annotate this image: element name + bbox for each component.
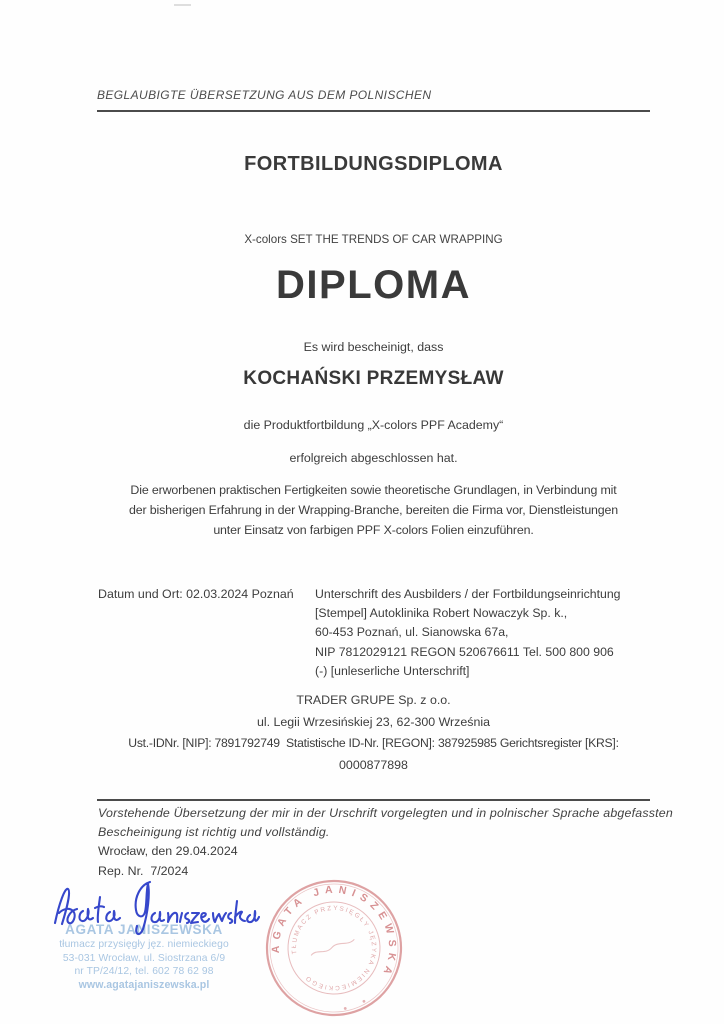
company-block [97,690,650,776]
signer-line: [Stempel] Autoklinika Robert Nowaczyk Sp. k., [315,606,568,621]
description-paragraph [97,480,650,540]
translator-address: 53-031 Wrocław, ul. Siostrzana 6/9 [62,952,226,964]
document-title: FORTBILDUNGSDIPLOMA [244,153,503,175]
attestation-line: Vorstehende Übersetzung der mir in der Urschrift vorgelegten und in polnischer Sprache abgefassten [98,806,673,820]
company-address: ul. Legii Wrzesińskiej 23, 62-300 Września [256,714,490,729]
seal-outer-ring-text: AGATA JANISZEWSKA [269,883,399,982]
svg-text:AGATA JANISZEWSKA [255,868,410,1013]
description-line: Die erworbenen praktischen Fertigkeiten sowie theoretische Grundlagen, in Verbindung mit [130,483,617,497]
translator-website: www.agatajaniszewska.pl [78,978,210,991]
diploma-heading: DIPLOMA [276,263,471,307]
signer-line: 60-453 Poznań, ul. Sianowska 67a, [315,625,509,640]
recipient-name: KOCHAŃSKI PRZEMYSŁAW [243,368,504,389]
brand-tagline: X-colors SET THE TRENDS OF CAR WRAPPING [244,233,503,246]
attestation-line: Bescheinigung ist richtig und vollständig. [98,825,330,840]
company-name: TRADER GRUPE Sp. z o.o. [296,693,451,707]
handwritten-signature [50,876,260,940]
round-red-seal [254,868,414,1028]
company-registry-line: Ust.-IDNr. [NIP]: 7891792749 Statistische ID-Nr. [REGON]: 387925985 Gerichtsregister [KRS]: [128,736,619,751]
translator-title: tłumacz przysięgły jęz. niemieckiego [59,939,229,950]
course-line: die Produktfortbildung „X-colors PPF Academy“ [243,418,504,432]
date-place-line: Datum und Ort: 02.03.2024 Poznań [98,587,294,601]
trainer-signature-block [315,585,655,681]
completion-line: erfolgreich abgeschlossen hat. [289,451,458,465]
header-divider [97,110,650,112]
attestation-rep-number: Rep. Nr. 7/2024 [98,863,189,878]
certified-translation-label: BEGLAUBIGTE ÜBERSETZUNG AUS DEM POLNISCHEN [97,88,432,102]
translator-name: AGATA JANISZEWSKA [65,922,223,937]
description-line: der bisherigen Erfahrung in der Wrapping-Branche, bereiten die Firma vor, Dienstleistungen [128,503,619,517]
signer-line: Unterschrift des Ausbilders / der Fortbildungseinrichtung [315,587,621,601]
attestation-city-date: Wrocław, den 29.04.2024 [98,844,238,859]
description-line: unter Einsatz von farbigen PPF X-colors Folien einzuführen. [213,523,534,537]
attestation-divider [97,799,650,801]
translator-phone: nr TP/24/12, tel. 602 78 62 98 [74,966,214,977]
certification-sentence: Es wird bescheinigt, dass [303,340,444,354]
signer-line: (-) [unleserliche Unterschrift] [315,663,470,678]
signer-line: NIP 7812029121 REGON 520676611 Tel. 500 800 906 [315,644,614,659]
seal-inner-ring-text: TŁUMACZ PRZYSIĘGŁY JĘZYKA NIEMIECKIEGO [290,904,378,992]
company-krs-number: 0000877898 [339,757,408,772]
scan-artifact [174,4,191,6]
